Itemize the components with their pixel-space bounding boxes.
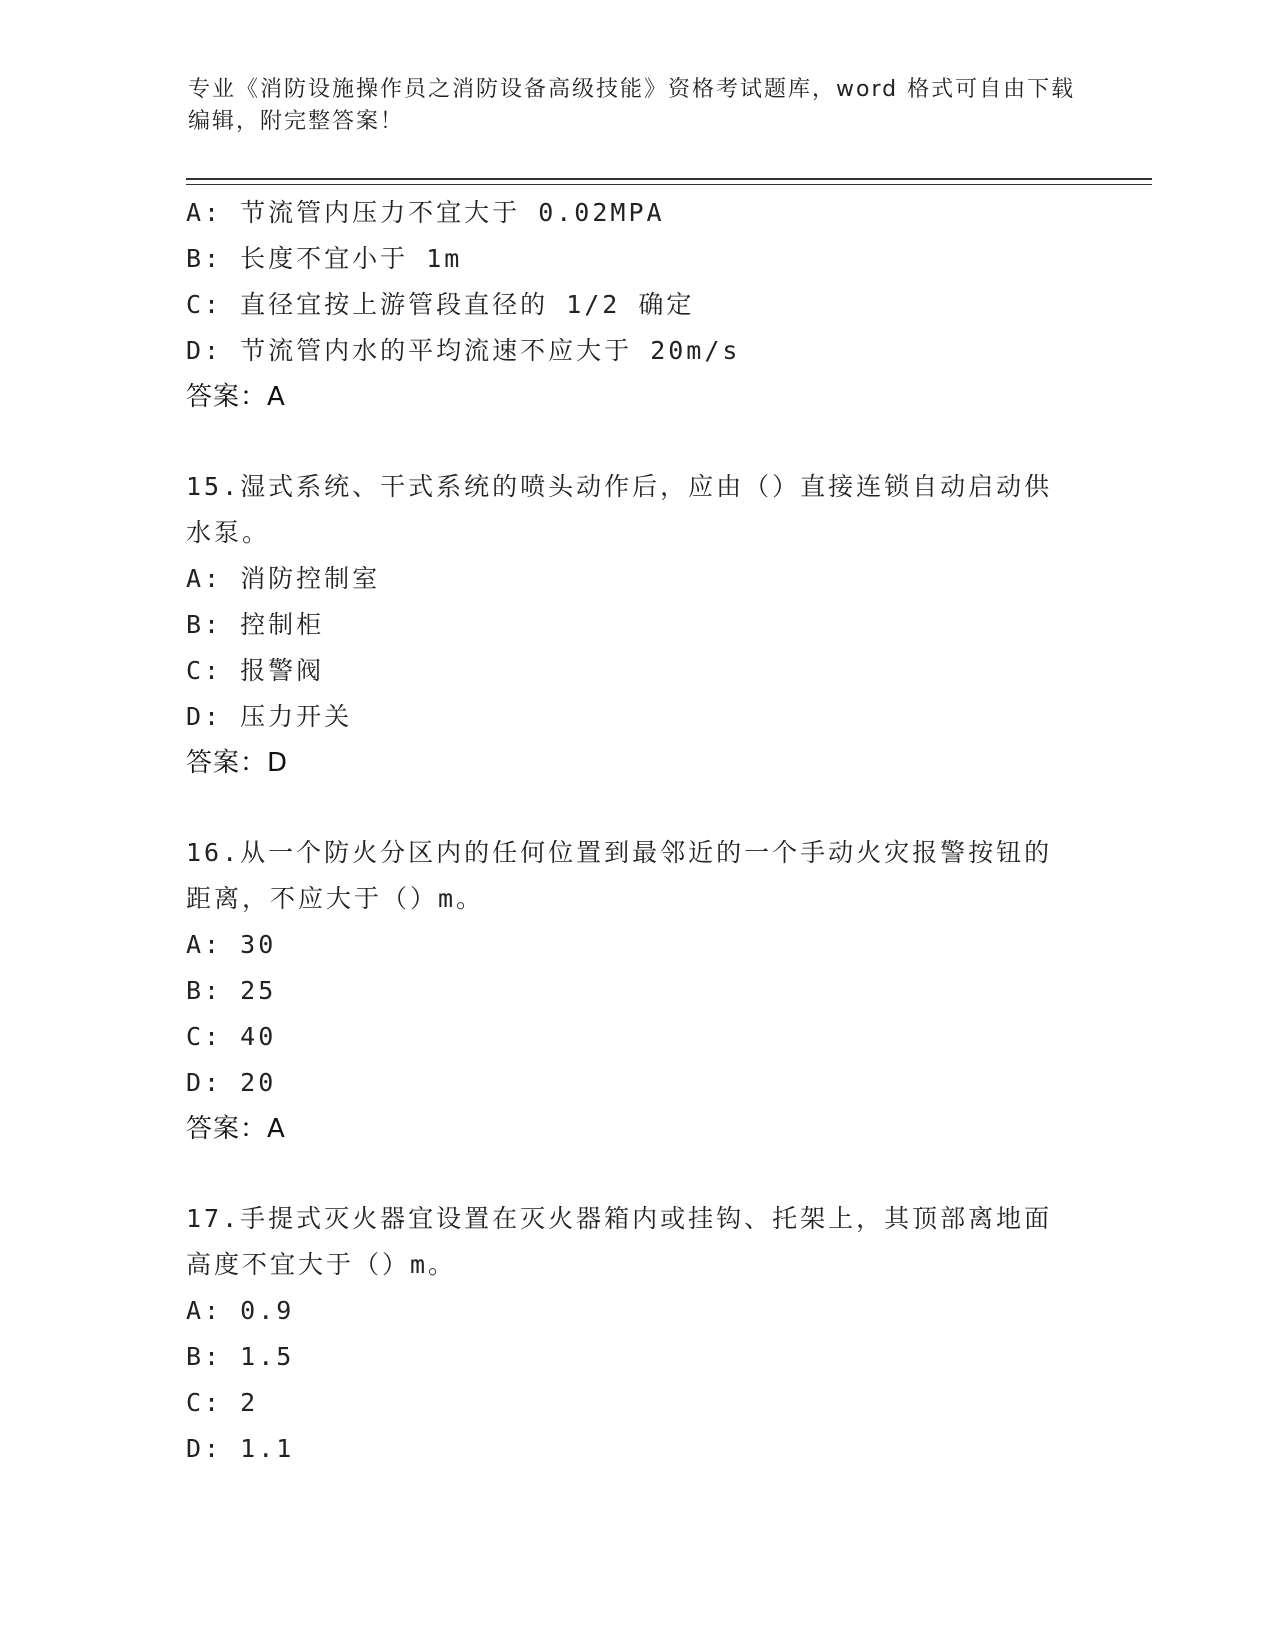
header-divider-thick	[186, 178, 1152, 180]
option-b: B: 长度不宜小于 1m	[186, 244, 463, 273]
question-16	[186, 830, 1086, 1152]
question-17	[186, 1196, 1086, 1472]
option-d: D: 20	[186, 1068, 277, 1097]
option-b: B: 1.5	[186, 1342, 295, 1371]
option-c: C: 40	[186, 1022, 277, 1051]
option-d: D: 节流管内水的平均流速不应大于 20m/s	[186, 336, 741, 365]
option-a: A: 30	[186, 930, 277, 959]
option-c: C: 2	[186, 1388, 259, 1417]
question-stem: 16.从一个防火分区内的任何位置到最邻近的一个手动火灾报警按钮的距离，不应大于（）m。	[186, 838, 1053, 913]
option-a: A: 消防控制室	[186, 564, 381, 593]
answer-line: 答案：A	[186, 382, 286, 412]
question-15	[186, 464, 1086, 786]
option-d: D: 1.1	[186, 1434, 295, 1463]
question-stem: 17.手提式灭火器宜设置在灭火器箱内或挂钩、托架上，其顶部离地面高度不宜大于（）m。	[186, 1204, 1053, 1279]
option-b: B: 25	[186, 976, 277, 1005]
question-14	[186, 190, 1086, 420]
option-a: A: 节流管内压力不宜大于 0.02MPA	[186, 198, 665, 227]
document-header: 专业《消防设施操作员之消防设备高级技能》资格考试题库，word 格式可自由下载编辑，附完整答案！	[188, 77, 1076, 134]
spacer	[186, 420, 1086, 464]
spacer	[186, 1152, 1086, 1196]
answer-line: 答案：D	[186, 748, 289, 778]
option-c: C: 报警阀	[186, 656, 325, 685]
header-divider-thin	[186, 184, 1152, 185]
option-c: C: 直径宜按上游管段直径的 1/2 确定	[186, 290, 695, 319]
question-stem: 15.湿式系统、干式系统的喷头动作后，应由（）直接连锁自动启动供水泵。	[186, 472, 1053, 547]
option-d: D: 压力开关	[186, 702, 353, 731]
spacer	[186, 786, 1086, 830]
question-list	[186, 190, 1086, 1472]
answer-line: 答案：A	[186, 1114, 286, 1144]
option-b: B: 控制柜	[186, 610, 325, 639]
option-a: A: 0.9	[186, 1296, 295, 1325]
